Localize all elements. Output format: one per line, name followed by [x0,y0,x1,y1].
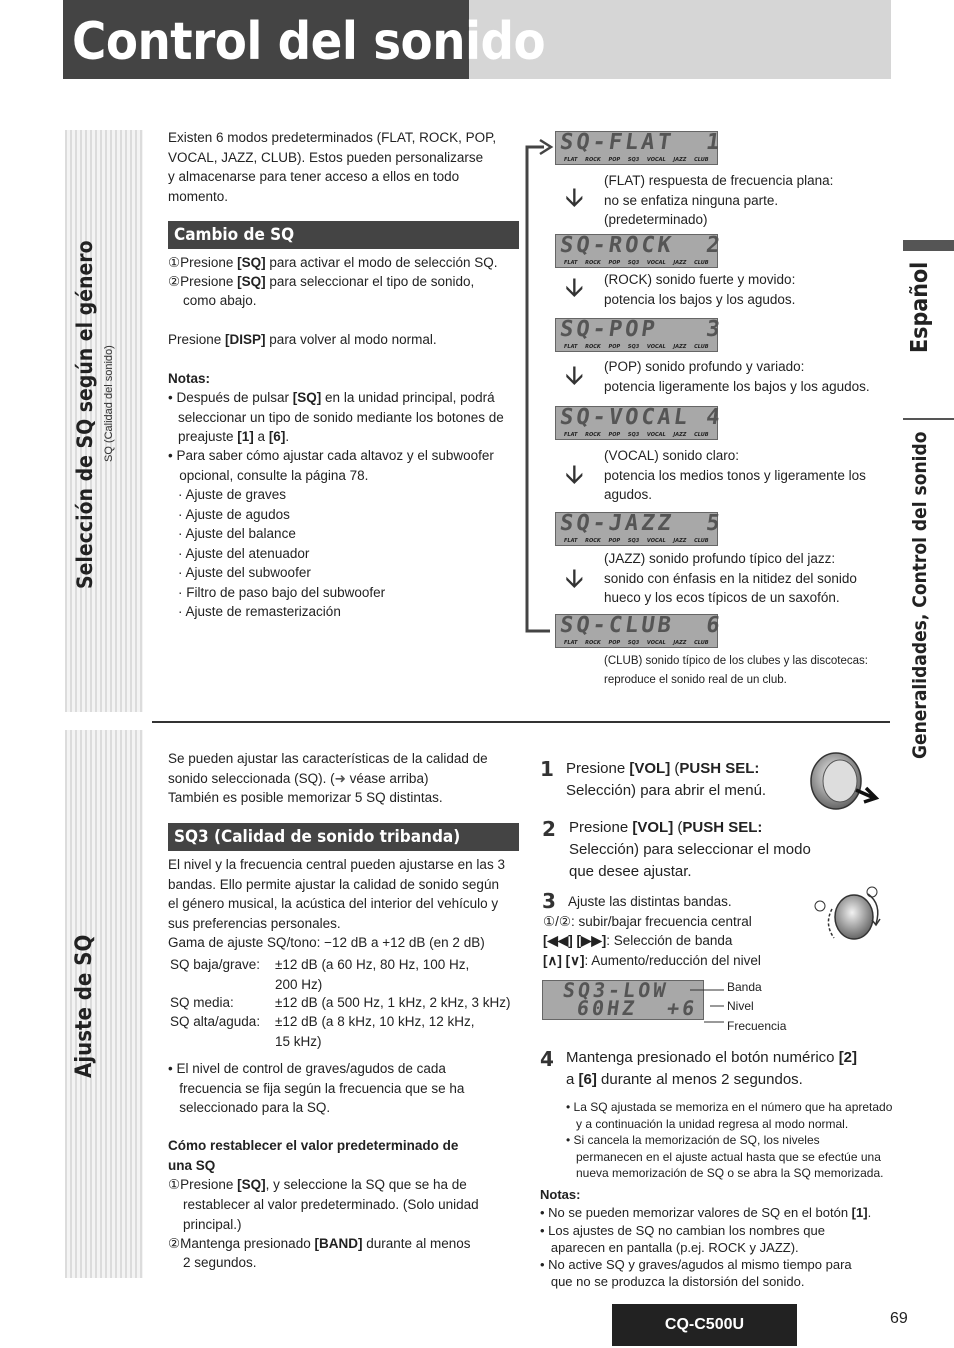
list-item: · Ajuste de remasterización [178,604,341,619]
sec1-note1-c: seleccionar un tipo de sonido mediante los botones de [178,410,504,425]
list-item: · Ajuste del subwoofer [178,565,311,580]
sec1-note1: • Después de pulsar [SQ] en la unidad principal, podrá [168,390,495,405]
table-cell: ±12 dB (a 60 Hz, 80 Hz, 100 Hz, 200 Hz) [275,957,470,992]
section1-side-subtitle: SQ (Calidad del sonido) [103,345,115,462]
desc-pop: (POP) sonido profundo y variado: potencia ligeramente los bajos y los agudos. [604,359,870,394]
model-badge: CQ-C500U [612,1304,797,1346]
down-arrow-icon: 🡫 [565,563,584,593]
restore-step2-cont: 2 segundos. [183,1255,257,1270]
desc-club: (CLUB) sonido típico de los clubes y las discotecas: reproduce el sonido real de un club. [604,655,868,686]
table-cell: ±12 dB (a 8 kHz, 10 kHz, 12 kHz, 15 kHz) [275,1014,475,1049]
lcd-callout-lines [690,984,730,1026]
desc-flat: (FLAT) respuesta de frecuencia plana: no se enfatiza ninguna parte. (predeterminado) [604,173,834,227]
lang-tab-marker [903,240,954,251]
down-arrow-icon: 🡫 [565,182,584,212]
lcd-rock: SQ-ROCK 2 FLAT ROCK POP SQ3 VOCAL JAZZ CLUB [555,234,718,268]
sec2-body: El nivel y la frecuencia central pueden ajustarse en las 3 bandas. Ello permite ajustar la calidad de sonido según el género musical, la acústica del interior del vehículo y sus preferencias personales. Gama de ajuste SQ/tono: −12 dB a +12 dB (en 2 dB) [168,857,505,950]
lcd-vocal: SQ-VOCAL 4 FLAT ROCK POP SQ3 VOCAL JAZZ CLUB [555,406,718,440]
lcd-jazz: SQ-JAZZ 5 FLAT ROCK POP SQ3 VOCAL JAZZ CLUB [555,512,718,546]
sec2-bullet: • El nivel de control de graves/agudos de cada frecuencia se fija según la frecuencia que se ha seleccionado para la SQ. [168,1061,465,1115]
list-item: · Ajuste del atenuador [178,545,310,561]
list-item: · Ajuste de agudos [178,506,290,522]
steps-notes-title: Notas: [540,1187,581,1202]
list-item: · Filtro de paso bajo del subwoofer [178,584,386,600]
sec1-note2: • Para saber cómo ajustar cada altavoz y el subwoofer opcional, consulte la página 78. [168,448,494,483]
lcd-line2: 60HZ +6 [575,996,700,1020]
volume-knob-icon [808,750,880,812]
step-number: 1 [540,757,554,781]
restore-title: Cómo restablecer el valor predeterminado de una SQ [168,1138,459,1173]
sec1-disp: Presione [DISP] para volver al modo normal. [168,332,437,347]
lcd-club: SQ-CLUB 6 FLAT ROCK POP SQ3 VOCAL JAZZ CLUB [555,614,718,648]
step3-line2: [◀◀] [▶▶]: Selección de banda [543,933,733,948]
tab-divider [903,418,954,420]
cycle-bracket-arrow [520,138,560,638]
lcd-flat: SQ-FLAT 1 FLAT ROCK POP SQ3 VOCAL JAZZ CLUB [555,131,718,165]
lcd-pop: SQ-POP 3 FLAT ROCK POP SQ3 VOCAL JAZZ CLUB [555,318,718,352]
page-number: 69 [890,1310,908,1327]
list-item: · Ajuste del balance [178,526,296,541]
table-cell: SQ media: [170,995,234,1010]
table-cell: SQ alta/aguda: [170,1014,261,1029]
step-number: 3 [542,889,556,913]
page-title: Control del sonido [72,12,546,72]
steps-note1: • No se pueden memorizar valores de SQ en el botón [1]. [540,1205,872,1220]
step-number: 4 [540,1047,554,1071]
rotate-knob-icon [810,884,885,946]
sec2-intro: Se pueden ajustar las características de la calidad de sonido seleccionada (SQ). (➜ véase arriba) También es posible memorizar 5 SQ distintas. [168,751,488,805]
section1-side-title: Selección de SQ según el género [73,240,97,589]
step4-bullets: • La SQ ajustada se memoriza en el número que ha apretado y a continuación la unidad regresa al modo normal. • Si cancela la memorización de SQ, los niveles permanecen en el ajuste actual hasta que se efectúe una nueva memorización de SQ o se abra la SQ memorizada. [566,1100,893,1180]
sec1-adjust-list [178,485,385,622]
step3-line3: [∧] [∨]: Aumento/reducción del nivel [543,953,761,968]
sec1-step2: ②Presione [SQ] para seleccionar el tipo de sonido, [168,274,475,289]
step1-text-cont: Selección) para abrir el menú. [566,782,767,799]
down-arrow-icon: 🡫 [565,272,584,302]
label-banda: Banda [727,980,762,994]
sq3-heading: SQ3 (Calidad de sonido tribanda) [168,823,519,851]
desc-jazz: (JAZZ) sonido profundo típico del jazz: sonido con énfasis en la nitidez del sonido hueco y los ecos típicos de un saxofón. [604,551,857,605]
restore-step1-cont: restablecer al valor predeterminado. (Solo unidad principal.) [183,1197,479,1232]
language-tab: Español [907,262,933,354]
sec1-intro: Existen 6 modos predeterminados (FLAT, ROCK, POP, VOCAL, JAZZ, CLUB). Estos pueden personalizarse y almacenarse para tener acceso a ellos en todo momento. [168,130,497,204]
section-divider [152,721,890,723]
sec1-notes-title: Notas: [168,371,211,386]
down-arrow-icon: 🡫 [565,459,584,489]
sec1-note1-d: preajuste [1] a [6]. [178,429,290,444]
lcd-sq3-band [542,980,704,1020]
lcd-line1: SQ3-LOW [561,978,670,1002]
desc-vocal: (VOCAL) sonido claro: potencia los medios tonos y ligeramente los agudos. [604,448,866,502]
table-cell: SQ baja/grave: [170,957,261,972]
step1-text: Presione [VOL] (PUSH SEL: [566,760,760,777]
step4-text: Mantenga presionado el botón numérico [2] [566,1049,858,1066]
desc-rock: (ROCK) sonido fuerte y movido: potencia los bajos y los agudos. [604,272,796,307]
restore-step2: ②Mantenga presionado [BAND] durante al menos [168,1236,471,1251]
restore-step1: ①Presione [SQ], y seleccione la SQ que se ha de [168,1177,467,1192]
step2-text-cont: Selección) para seleccionar el modo que desee ajustar. [569,841,811,880]
step3-title: Ajuste las distintas bandas. [568,894,732,909]
down-arrow-icon: 🡫 [565,360,584,390]
steps-note2: • Los ajustes de SQ no cambian los nombres que aparecen en pantalla (p.ej. ROCK y JAZZ). • No active SQ y graves/agudos al mismo tiempo para que no se produzca la distorsión del sonido. [540,1223,852,1289]
step-number: 2 [542,817,556,841]
step2-text: Presione [VOL] (PUSH SEL: [569,819,763,836]
label-frecuencia: Frecuencia [727,1019,787,1033]
sec1-step2-cont: como abajo. [183,293,257,308]
section2-side-title: Ajuste de SQ [72,935,97,1079]
label-nivel: Nivel [727,999,754,1013]
sec1-step1: ①Presione [SQ] para activar el modo de selección SQ. [168,255,498,270]
step4-text-cont: a [6] durante al menos 2 segundos. [566,1071,803,1088]
table-cell: ±12 dB (a 500 Hz, 1 kHz, 2 kHz, 3 kHz) [275,995,511,1010]
cambio-sq-heading: Cambio de SQ [168,221,519,249]
step3-line1: ①/②: subir/bajar frecuencia central [543,914,752,929]
category-tab: Generalidades, Control del sonido [909,432,931,760]
list-item: · Ajuste de graves [178,487,287,502]
